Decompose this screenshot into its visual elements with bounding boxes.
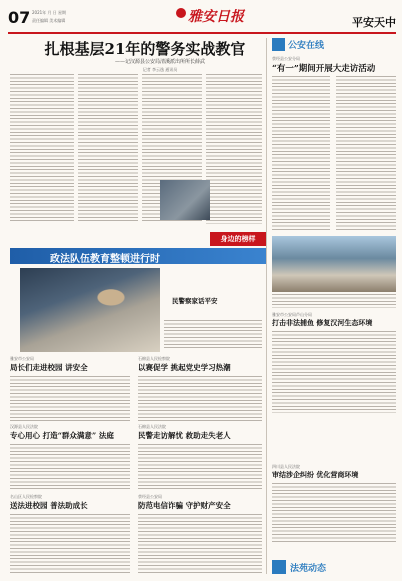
right-article-2 (272, 464, 396, 554)
article-title: 防范电信诈骗 守护财产安全 (138, 501, 231, 510)
campaign-banner (10, 248, 266, 264)
ad-badge (210, 232, 266, 246)
right-top-body-col1 (272, 76, 330, 232)
article-block-2 (138, 356, 262, 420)
column-divider (266, 38, 267, 574)
right-top-kicker: 荥经县公安分局 (272, 56, 300, 61)
article-block-1 (10, 356, 130, 420)
gavel-icon (272, 560, 286, 574)
article-kicker: 石棉县人民检察院 (138, 356, 170, 361)
feature-photo (20, 268, 160, 352)
masthead (8, 6, 396, 32)
newspaper-logo: 雅安日报 (188, 9, 244, 25)
edition-line: 责任编辑 美术编辑 (32, 18, 66, 23)
main-headline: 扎根基层21年的警务实战教官 (44, 40, 246, 58)
main-article-body-col2 (78, 74, 138, 222)
article-block-6 (138, 494, 262, 572)
right-top-title: “有一”期间开展大走访活动 (272, 64, 376, 74)
article-body (272, 483, 396, 543)
article-body (272, 331, 396, 413)
article-title: 以赛促学 挑起党史学习热潮 (138, 363, 231, 372)
article-title: 审结涉企纠纷 优化营商环境 (272, 470, 359, 479)
main-article-photo (160, 180, 210, 220)
right-article-1 (272, 312, 396, 412)
ad-badge-label: 身边的榜样 (220, 235, 256, 243)
photo-caption-label: 民警察家话平安 (172, 297, 218, 305)
right-banner-label: 公安在线 (288, 41, 325, 51)
shield-icon (272, 38, 285, 51)
article-title: 打击非法捕鱼 修复汉河生态环境 (272, 318, 373, 327)
right-photo-caption (272, 294, 396, 308)
main-subtitle: ——记汉源县公安局清溪派出所所长薛武 (114, 59, 205, 65)
article-body (10, 444, 130, 490)
masthead-rule (8, 32, 396, 34)
article-kicker: 名山区人民检察院 (10, 494, 42, 499)
bottom-right-banner (272, 560, 396, 574)
article-title: 局长们走进校园 讲安全 (10, 363, 88, 372)
right-banner (272, 38, 396, 51)
article-title: 送法进校园 普法助成长 (10, 501, 88, 510)
main-byline: 记者 李云逸 通讯员 (142, 67, 178, 72)
article-block-5 (10, 494, 130, 572)
section-title: 平安天中 (352, 16, 396, 29)
article-block-4 (138, 424, 262, 488)
article-kicker: 汉源县人民法院 (10, 424, 38, 429)
dateline: 2021年 月 日 星期 (32, 10, 66, 15)
article-body (10, 376, 130, 422)
main-article-body-col4 (206, 74, 262, 224)
article-kicker: 雅安市公安局芦山分局 (272, 312, 312, 317)
article-body (10, 514, 130, 574)
main-article-body-col1 (10, 74, 74, 222)
article-body (138, 376, 262, 422)
article-body (138, 514, 262, 574)
article-title: 专心用心 打造“群众满意” 法庭 (10, 431, 114, 440)
article-kicker: 石棉县人民法院 (138, 424, 166, 429)
right-top-body-col2 (336, 76, 396, 232)
campaign-banner-title: 政法队伍教育整顿进行时 (50, 254, 160, 265)
page-number: 07 (8, 8, 31, 27)
logo-emblem-icon (176, 8, 186, 18)
article-kicker: 四川县人民法院 (272, 464, 300, 469)
article-body (138, 444, 262, 490)
article-block-3 (10, 424, 130, 488)
bottom-right-banner-label: 法苑动态 (290, 564, 327, 574)
article-kicker: 雅安市公安局 (10, 356, 34, 361)
article-title: 民警走访解忧 救助走失老人 (138, 431, 231, 440)
article-kicker: 荥经县公安局 (138, 494, 162, 499)
photo-caption-body (164, 320, 262, 350)
right-photo (272, 236, 396, 292)
